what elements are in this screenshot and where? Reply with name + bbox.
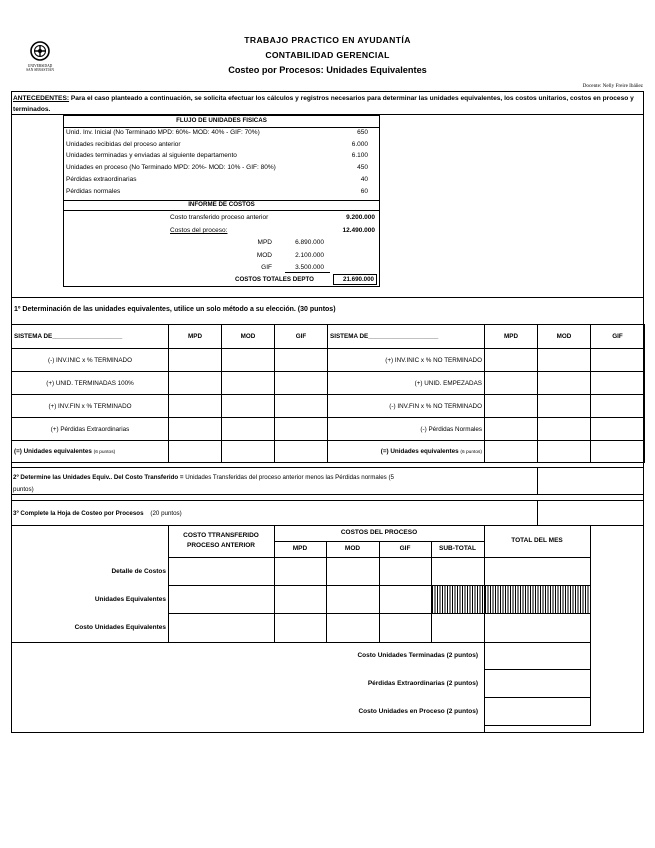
q1-answer-cell[interactable] (222, 372, 275, 395)
informe-total-value (333, 274, 377, 285)
flujo-row-value: 60 (360, 187, 368, 195)
flujo-title: FLUJO DE UNIDADES FISICAS (176, 117, 267, 124)
q1-left-total (12, 441, 169, 463)
flujo-row-value: 40 (360, 175, 368, 183)
q2-rest: Unidades Transferidas del proceso anterior menos las Pérdidas normales (5 (185, 474, 394, 481)
informe-proceso-value: 12.490.000 (342, 227, 375, 234)
q3-row-detalle: Detalle de Costos (111, 568, 166, 575)
q1-answer-cell[interactable] (485, 441, 538, 463)
q1-answer-cell[interactable] (538, 349, 591, 372)
flujo-row-label: Unidades en proceso (No Terminado MPD: 20%- MOD: 10% - GIF: 80%) (66, 164, 276, 172)
q3-row-unidades: Unidades Equivalentes (94, 596, 166, 603)
q3-col-subtotal: SUB-TOTAL (439, 545, 476, 552)
q1-answer-cell[interactable] (591, 372, 645, 395)
summary-proceso: Costo Unidades en Proceso (2 puntos) (358, 708, 478, 715)
q1-answer-cell[interactable] (222, 418, 275, 441)
q1-right-row-label: (-) Pérdidas Normales (328, 418, 485, 441)
q1-left-row-label: (+) INV.FIN x % TERMINADO (12, 395, 169, 418)
informe-item-value: 3.500.000 (295, 264, 324, 271)
flujo-row-value: 6.000 (351, 140, 368, 148)
hatched-cell (432, 586, 484, 613)
flujo-row-label: Unidades terminadas y enviadas al siguiente departamento (66, 152, 237, 160)
q1-answer-cell[interactable] (538, 441, 591, 463)
flujo-row-label: Pérdidas extraordinarias (66, 175, 137, 183)
q1-right-system-header: SISTEMA DE____________________ (328, 325, 485, 349)
q2-answer-box[interactable] (538, 468, 643, 493)
q1-answer-cell[interactable] (222, 395, 275, 418)
q1-right-total (328, 441, 485, 463)
q3-col-transfer-2: PROCESO ANTERIOR (186, 542, 255, 549)
q2-lead: 2º Determine las Unidades Equiv.. Del Costo Transferido = (13, 474, 186, 481)
q1-left-row-label: (+) UNID. TERMINADAS 100% (12, 372, 169, 395)
flujo-row-label: Pérdidas normales (66, 187, 121, 195)
informe-total-label: COSTOS TOTALES DEPTO (235, 276, 314, 283)
q1-left-row-label: (+) Pérdidas Extraordinarias (12, 418, 169, 441)
q1-right-col-gif: GIF (591, 325, 645, 349)
q1-title: 1º Determinación de las unidades equivalentes, utilice un solo método a su elección. (30 puntos) (14, 306, 336, 313)
q1-left-col-gif: GIF (275, 325, 328, 349)
q1-answer-cell[interactable] (222, 349, 275, 372)
hatched-cell (485, 586, 590, 613)
flujo-row-label: Unid. Inv. Inicial (No Terminado MPD: 60%- MOD: 40% - GIF: 70%) (66, 129, 260, 136)
summary-terminadas: Costo Unidades Terminadas (2 puntos) (357, 652, 478, 659)
q1-right-col-mod: MOD (538, 325, 591, 349)
summary-extraordinarias: Pérdidas Extraordinarias (2 puntos) (367, 680, 478, 687)
antecedentes-text: Para el caso planteado a continuación, se solicita efectuar los cálculos y registros necesarios para determinar las unidades equivalentes, los costos unitarios, costos en proceso y terminados. (13, 95, 634, 113)
q1-left-system-header: SISTEMA DE____________________ (12, 325, 169, 349)
flujo-row-value: 6.100 (351, 152, 368, 160)
logo-text-2: SAN SEBASTIÁN (26, 68, 54, 73)
q1-answer-cell[interactable] (591, 395, 645, 418)
q1-answer-cell[interactable] (275, 372, 328, 395)
informe-item-label: MPD (257, 239, 272, 246)
q1-right-row-label: (+) INV.INIC x % NO TERMINADO (328, 349, 485, 372)
q3-col-group: COSTOS DEL PROCESO (340, 529, 418, 536)
q1-right-row-label: (+) UNID. EMPEZADAS (328, 372, 485, 395)
q1-answer-cell[interactable] (222, 441, 275, 463)
q1-answer-cell[interactable] (485, 349, 538, 372)
total-value-text: 21.690.000 (343, 276, 374, 283)
q1-answer-cell[interactable] (169, 349, 222, 372)
q3-col-mpd: MPD (292, 545, 308, 552)
q1-answer-cell[interactable] (275, 349, 328, 372)
q1-table (11, 324, 645, 463)
q1-right-col-mpd: MPD (485, 325, 538, 349)
q2-line2: puntos) (13, 486, 34, 493)
informe-proceso-label: Costos del proceso: (170, 227, 228, 234)
q1-answer-cell[interactable] (485, 395, 538, 418)
q1-answer-cell[interactable] (485, 372, 538, 395)
teacher-name: Docente: Nelly Freire Ibáñez (582, 83, 643, 89)
q1-right-total-pts: (6 puntos) (460, 450, 482, 455)
flujo-row-value: 450 (357, 164, 368, 172)
q1-left-col-mpd: MPD (169, 325, 222, 349)
informe-item-label: MOD (256, 251, 272, 259)
q1-right-total-label: (=) Unidades equivalentes (380, 448, 459, 455)
q1-answer-cell[interactable] (169, 372, 222, 395)
q1-answer-cell[interactable] (485, 418, 538, 441)
q3-col-total: TOTAL DEL MES (511, 537, 563, 544)
q1-answer-cell[interactable] (538, 372, 591, 395)
flujo-row-label: Unidades recibidas del proceso anterior (66, 140, 181, 148)
q1-answer-cell[interactable] (169, 395, 222, 418)
q1-answer-cell[interactable] (591, 441, 645, 463)
q1-answer-cell[interactable] (169, 441, 222, 463)
q1-answer-cell[interactable] (169, 418, 222, 441)
q1-left-total-pts: (6 puntos) (93, 450, 116, 455)
q3-col-mod: MOD (344, 545, 361, 552)
q1-right-row-label: (-) INV.FIN x % NO TERMINADO (328, 395, 485, 418)
q1-answer-cell[interactable] (591, 418, 645, 441)
q3-answer-box[interactable] (538, 501, 643, 524)
q3-question (13, 511, 182, 517)
q1-answer-cell[interactable] (591, 349, 645, 372)
document-title: TRABAJO PRACTICO EN AYUDANTÍA (244, 35, 411, 45)
q1-answer-cell[interactable] (538, 395, 591, 418)
q3-row-costo: Costo Unidades Equivalentes (74, 624, 166, 631)
informe-transferido-label: Costo transferido proceso anterior (170, 214, 269, 221)
q3-col-transfer-1: COSTO TTRANSFERIDO (183, 532, 259, 539)
q3-col-gif: GIF (399, 545, 411, 552)
informe-item-value: 6.890.000 (295, 239, 324, 246)
q1-answer-cell[interactable] (275, 441, 328, 463)
q1-left-total-label: (=) Unidades equivalentes (14, 448, 92, 455)
q3-pts: (20 puntos) (150, 510, 182, 517)
informe-transferido-value: 9.200.000 (346, 214, 375, 221)
flujo-row-value: 650 (357, 129, 368, 136)
document-subtitle: CONTABILIDAD GERENCIAL (265, 50, 390, 60)
antecedentes (13, 93, 641, 115)
q1-answer-cell[interactable] (538, 418, 591, 441)
document-topic: Costeo por Procesos: Unidades Equivalentes (228, 65, 427, 75)
q3-lead: 3º Complete la Hoja de Costeo por Procesos (13, 510, 144, 517)
informe-item-label: GIF (261, 264, 272, 271)
q1-left-row-label: (-) INV.INIC x % TERMINADO (12, 349, 169, 372)
q1-answer-cell[interactable] (275, 418, 328, 441)
informe-item-value: 2.100.000 (295, 251, 324, 259)
q1-answer-cell[interactable] (275, 395, 328, 418)
antecedentes-label: ANTECEDENTES: (13, 95, 70, 102)
informe-title: INFORME DE COSTOS (188, 201, 255, 208)
q2-question (13, 472, 523, 496)
logo-text-1: UNIVERSIDAD (27, 64, 53, 68)
q1-left-col-mod: MOD (222, 325, 275, 349)
